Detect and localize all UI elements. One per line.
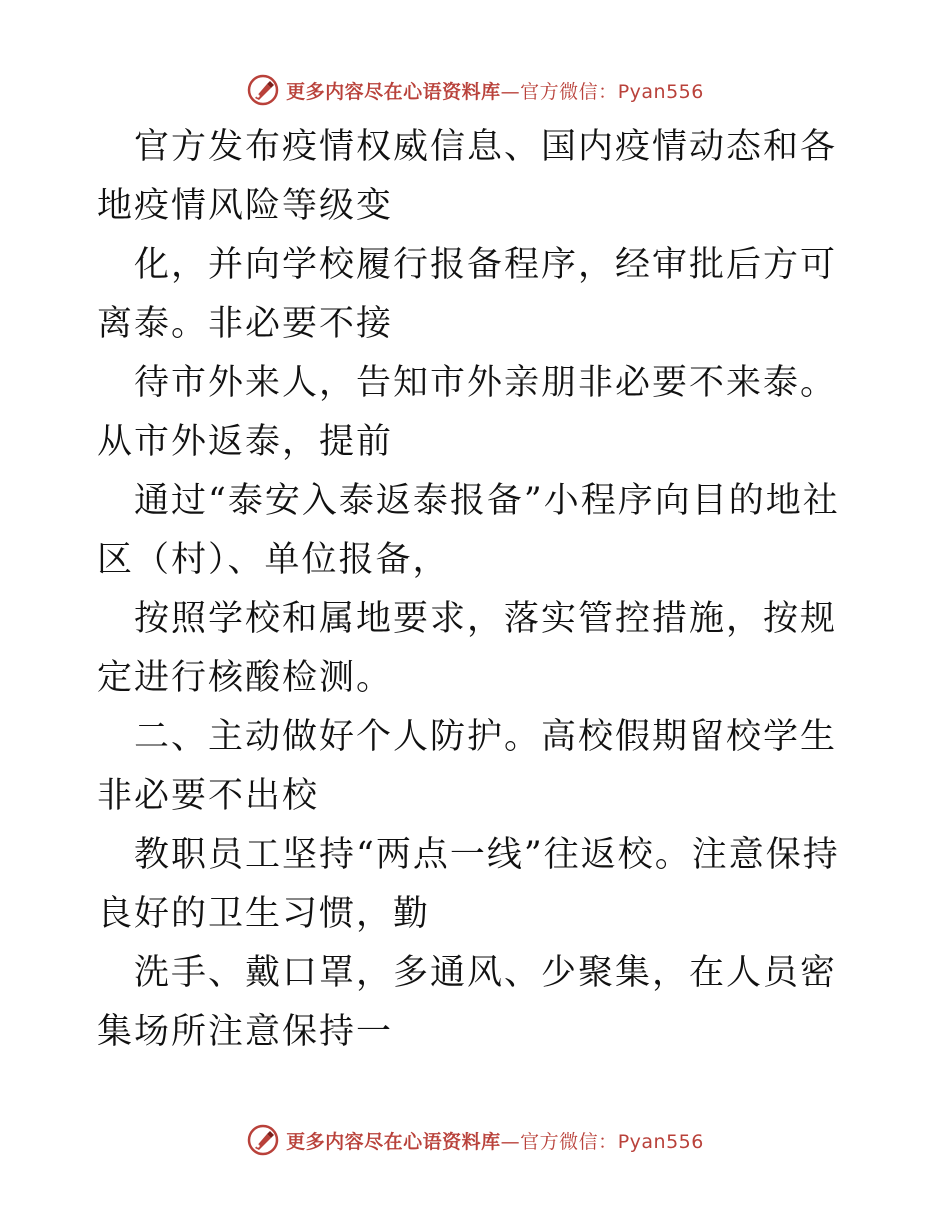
pen-nib-logo-icon <box>246 1123 280 1157</box>
paragraph-4: 通过“泰安入泰返泰报备”小程序向目的地社区（村）、单位报备， <box>97 481 840 580</box>
watermark-text <box>286 77 704 104</box>
paragraph-6: 二、主动做好个人防护。高校假期留校学生非必要不出校 <box>97 717 838 816</box>
paragraph-2: 化，并向学校履行报备程序，经审批后方可离泰。非必要不接 <box>97 245 838 344</box>
footer-watermark <box>0 1120 950 1160</box>
watermark-wechat-id: Pyan556 <box>617 80 704 103</box>
watermark-wechat-id: Pyan556 <box>617 1130 704 1153</box>
watermark-text <box>286 1127 704 1154</box>
watermark-brand: 更多内容尽在心语资料库 <box>286 1130 501 1153</box>
paragraph-8: 洗手、戴口罩，多通风、少聚集，在人员密集场所注意保持一 <box>97 953 838 1052</box>
watermark-brand: 更多内容尽在心语资料库 <box>286 80 501 103</box>
watermark-separator: — <box>500 1130 521 1153</box>
paragraph-1: 官方发布疫情权威信息、国内疫情动态和各地疫情风险等级变 <box>97 127 838 226</box>
paragraph-3: 待市外来人，告知市外亲朋非必要不来泰。从市外返泰，提前 <box>97 363 838 462</box>
watermark-wechat-label: 官方微信： <box>520 80 618 103</box>
watermark-separator: — <box>500 80 521 103</box>
header-watermark <box>0 70 950 110</box>
watermark-wechat-label: 官方微信： <box>520 1130 618 1153</box>
paragraph-7: 教职员工坚持“两点一线”往返校。注意保持良好的卫生习惯，勤 <box>97 835 840 934</box>
paragraph-5: 按照学校和属地要求，落实管控措施，按规定进行核酸检测。 <box>97 599 838 698</box>
pen-nib-logo-icon <box>246 73 280 107</box>
document-body <box>97 118 857 1062</box>
